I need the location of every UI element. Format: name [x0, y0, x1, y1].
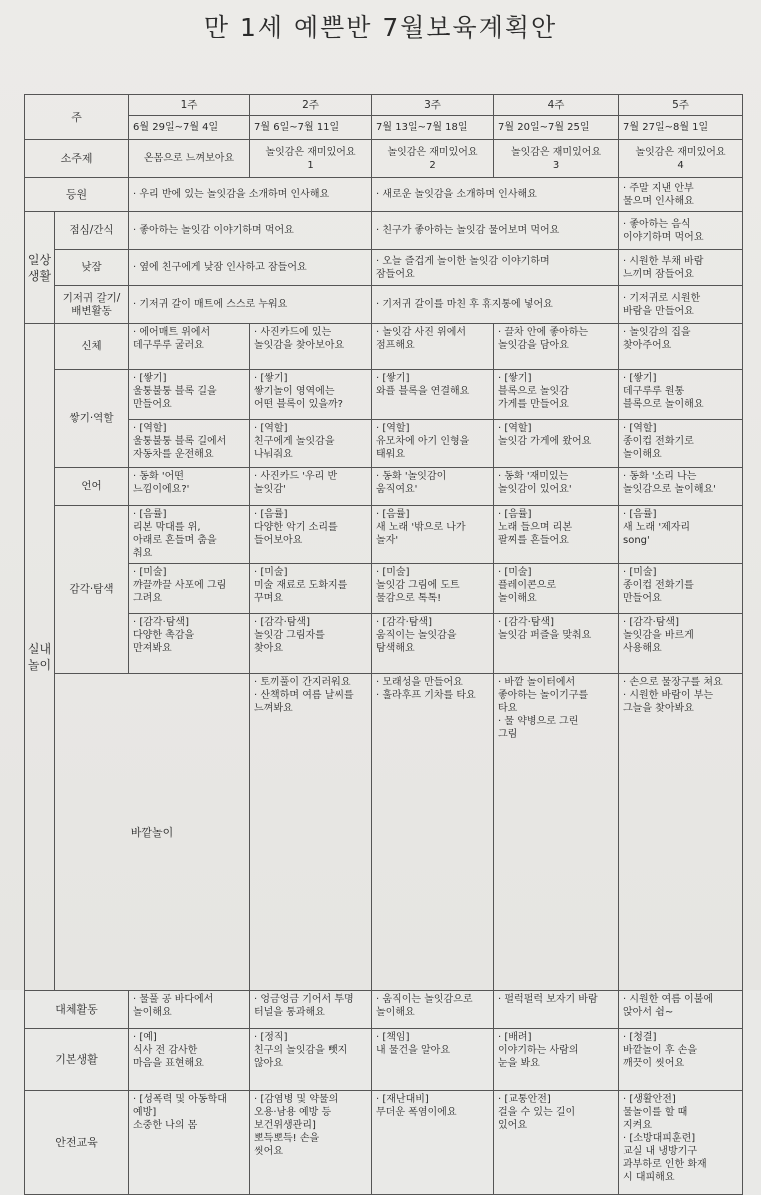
music-week-1: · [음률] 리본 막대를 위, 아래로 흔들며 춤을 춰요: [129, 506, 250, 564]
subtopic-row: [25, 140, 743, 178]
safety-week-4: · [교통안전] 걸을 수 있는 길이 있어요: [494, 1091, 619, 1195]
basic-week-5: · [청결] 바깥놀이 후 손을 깨끗이 씻어요: [619, 1029, 743, 1091]
safety-week-3: · [재난대비] 무더운 폭염이에요: [372, 1091, 494, 1195]
arrival-row: [25, 178, 743, 212]
diaper-row: [25, 286, 743, 324]
alternative-row: [25, 991, 743, 1029]
outdoor-row: [25, 674, 743, 991]
meal-week-3-4: · 친구가 좋아하는 놀잇감 물어보며 먹어요: [372, 212, 619, 250]
sensory-week-5: · [감각·탐색] 놀잇감을 바르게 사용해요: [619, 614, 743, 674]
language-week-5: · 동화 '소리 나는 놀잇감으로 놀이해요': [619, 468, 743, 506]
safety-week-2: · [감염병 및 약물의 오용·남용 예방 등 보건위생관리] 뽀득뽀득! 손을 씻어요: [250, 1091, 372, 1195]
alternative-week-3: · 움직이는 놀잇감으로 놀이해요: [372, 991, 494, 1029]
body-week-3: · 놀잇감 사진 위에서 점프해요: [372, 324, 494, 370]
week-3: 3주: [372, 95, 494, 116]
language-week-2: · 사진카드 '우리 반 놀잇감': [250, 468, 372, 506]
arrival-week-1-2: · 우리 반에 있는 놀잇감을 소개하며 인사해요: [129, 178, 372, 212]
body-label: 신체: [55, 324, 129, 370]
blocks-week-4: · [쌓기] 블록으로 놀잇감 가게를 만들어요: [494, 370, 619, 420]
date-week-2: 7월 6일~7월 11일: [250, 116, 372, 140]
alternative-week-1: · 물풀 공 바다에서 놀이해요: [129, 991, 250, 1029]
sensory-week-1: · [감각·탐색] 다양한 촉감을 만져봐요: [129, 614, 250, 674]
basic-week-3: · [책임] 내 물건을 알아요: [372, 1029, 494, 1091]
nap-row: [25, 250, 743, 286]
nap-label: 낮잠: [55, 250, 129, 286]
week-1: 1주: [129, 95, 250, 116]
sensory-week-2: · [감각·탐색] 놀잇감 그림자를 찾아요: [250, 614, 372, 674]
nap-week-3-4: · 오늘 즐겁게 놀이한 놀잇감 이야기하며 잠들어요: [372, 250, 619, 286]
senses-row-3: [25, 614, 743, 674]
blocks-week-5: · [쌓기] 데구루루 원통 블록으로 놀이해요: [619, 370, 743, 420]
role-week-2: · [역할] 친구에게 놀잇감을 나눠줘요: [250, 420, 372, 468]
safety-week-1: · [성폭력 및 아동학대 예방] 소중한 나의 몸: [129, 1091, 250, 1195]
plan-table: [24, 94, 743, 1195]
nap-week-5: · 시원한 부채 바람 느끼며 잠들어요: [619, 250, 743, 286]
meal-label: 점심/간식: [55, 212, 129, 250]
week-4: 4주: [494, 95, 619, 116]
subtopic-week-1: 온몸으로 느껴보아요: [129, 140, 250, 178]
safety-week-5: · [생활안전] 물놀이를 할 때 지켜요 · [소방대피훈련] 교실 내 냉방기구 과부하로 인한 화재 시 대피해요: [619, 1091, 743, 1195]
subtopic-week-3: 놀잇감은 재미있어요 2: [372, 140, 494, 178]
week-5: 5주: [619, 95, 743, 116]
sensory-week-3: · [감각·탐색] 움직이는 놀잇감을 탐색해요: [372, 614, 494, 674]
language-label: 언어: [55, 468, 129, 506]
nap-week-1-2: · 옆에 친구에게 낮잠 인사하고 잠들어요: [129, 250, 372, 286]
diaper-week-5: · 기저귀로 시원한 바람을 만들어요: [619, 286, 743, 324]
meal-week-5: · 좋아하는 음식 이야기하며 먹어요: [619, 212, 743, 250]
senses-row-1: [25, 506, 743, 564]
alternative-week-2: · 엉금엉금 기어서 투명 터널을 통과해요: [250, 991, 372, 1029]
date-week-4: 7월 20일~7월 25일: [494, 116, 619, 140]
diaper-week-3-4: · 기저귀 갈이를 마친 후 휴지통에 넣어요: [372, 286, 619, 324]
week-row: [25, 95, 743, 116]
subtopic-label: 소주제: [25, 140, 129, 178]
arrival-label: 등원: [25, 178, 129, 212]
senses-row-2: [25, 564, 743, 614]
arrival-week-5: · 주말 지낸 안부 물으며 인사해요: [619, 178, 743, 212]
body-week-5: · 놀잇감의 집을 찾아주어요: [619, 324, 743, 370]
blocks-week-1: · [쌓기] 울퉁불퉁 블록 길을 만들어요: [129, 370, 250, 420]
subtopic-week-4: 놀잇감은 재미있어요 3: [494, 140, 619, 178]
daily-life-category: 일상생활: [25, 212, 55, 324]
art-week-5: · [미술] 종이컵 전화기를 만들어요: [619, 564, 743, 614]
alternative-label: 대체활동: [25, 991, 129, 1029]
language-week-4: · 동화 '재미있는 놀잇감이 있어요': [494, 468, 619, 506]
meal-row: [25, 212, 743, 250]
blocks-week-2: · [쌓기] 쌓기놀이 영역에는 어떤 블록이 있을까?: [250, 370, 372, 420]
music-week-3: · [음률] 새 노래 '밖으로 나가 놀자': [372, 506, 494, 564]
language-week-3: · 동화 '놀잇감이 움직여요': [372, 468, 494, 506]
art-week-3: · [미술] 놀잇감 그림에 도트 물감으로 톡톡!: [372, 564, 494, 614]
body-week-4: · 끌차 안에 좋아하는 놀잇감을 담아요: [494, 324, 619, 370]
music-week-5: · [음률] 새 노래 '제자리 song': [619, 506, 743, 564]
meal-week-1-2: · 좋아하는 놀잇감 이야기하며 먹어요: [129, 212, 372, 250]
date-week-3: 7월 13일~7월 18일: [372, 116, 494, 140]
outdoor-week-1: · 토끼풀이 간지러워요 · 산책하며 여름 날씨를 느껴봐요: [250, 674, 372, 991]
basic-week-4: · [배려] 이야기하는 사람의 눈을 봐요: [494, 1029, 619, 1091]
date-row: [25, 116, 743, 140]
body-row: [25, 324, 743, 370]
basic-row: [25, 1029, 743, 1091]
outdoor-label: 바깥놀이: [55, 674, 250, 991]
date-week-1: 6월 29일~7월 4일: [129, 116, 250, 140]
safety-row: [25, 1091, 743, 1195]
outdoor-week-4: · 손으로 물장구를 쳐요 · 시원한 바람이 부는 그늘을 찾아봐요: [619, 674, 743, 991]
music-week-2: · [음률] 다양한 악기 소리를 들어보아요: [250, 506, 372, 564]
role-week-1: · [역할] 울퉁불퉁 블록 길에서 자동차를 운전해요: [129, 420, 250, 468]
blocks-label: 쌓기·역할: [55, 370, 129, 468]
safety-label: 안전교육: [25, 1091, 129, 1195]
alternative-week-4: · 펄럭펄럭 보자기 바람: [494, 991, 619, 1029]
role-week-4: · [역할] 놀잇감 가게에 왔어요: [494, 420, 619, 468]
art-week-4: · [미술] 플레이콘으로 놀이해요: [494, 564, 619, 614]
date-week-5: 7월 27일~8월 1일: [619, 116, 743, 140]
basic-label: 기본생활: [25, 1029, 129, 1091]
diaper-week-1-2: · 기저귀 갈이 매트에 스스로 누워요: [129, 286, 372, 324]
outdoor-week-2: · 모래성을 만들어요 · 훌라후프 기차를 타요: [372, 674, 494, 991]
blocks-row-1: [25, 370, 743, 420]
blocks-week-3: · [쌓기] 와플 블록을 연결해요: [372, 370, 494, 420]
music-week-4: · [음률] 노래 들으며 리본 팔찌를 흔들어요: [494, 506, 619, 564]
basic-week-1: · [예] 식사 전 감사한 마음을 표현해요: [129, 1029, 250, 1091]
outdoor-week-3: · 바깥 놀이터에서 좋아하는 놀이기구를 타요 · 물 약병으로 그린 그림: [494, 674, 619, 991]
role-week-5: · [역할] 종이컵 전화기로 놀이해요: [619, 420, 743, 468]
subtopic-week-2: 놀잇감은 재미있어요 1: [250, 140, 372, 178]
sensory-week-4: · [감각·탐색] 놀잇감 퍼즐을 맞춰요: [494, 614, 619, 674]
role-week-3: · [역할] 유모차에 아기 인형을 태워요: [372, 420, 494, 468]
basic-week-2: · [정직] 친구의 놀잇감을 뺏지 않아요: [250, 1029, 372, 1091]
subtopic-week-5: 놀잇감은 재미있어요 4: [619, 140, 743, 178]
art-week-1: · [미술] 꺄끌꺄끌 사포에 그림 그려요: [129, 564, 250, 614]
diaper-label: 기저귀 갈기/ 배변활동: [55, 286, 129, 324]
arrival-week-3-4: · 새로운 놀잇감을 소개하며 인사해요: [372, 178, 619, 212]
page-title: 만 1세 예쁜반 7월보육계획안: [203, 13, 558, 42]
language-row: [25, 468, 743, 506]
indoor-play-category: 실내놀이: [25, 324, 55, 991]
art-week-2: · [미술] 미술 재료로 도화지를 꾸며요: [250, 564, 372, 614]
week-header-label: 주: [25, 95, 129, 140]
senses-label: 감각·탐색: [55, 506, 129, 674]
alternative-week-5: · 시원한 여름 이불에 앉아서 쉼~: [619, 991, 743, 1029]
language-week-1: · 동화 '어떤 느낌이에요?': [129, 468, 250, 506]
body-week-1: · 에어매트 위에서 데구루루 굴러요: [129, 324, 250, 370]
blocks-row-2: [25, 420, 743, 468]
week-2: 2주: [250, 95, 372, 116]
body-week-2: · 사진카드에 있는 놀잇감을 찾아보아요: [250, 324, 372, 370]
